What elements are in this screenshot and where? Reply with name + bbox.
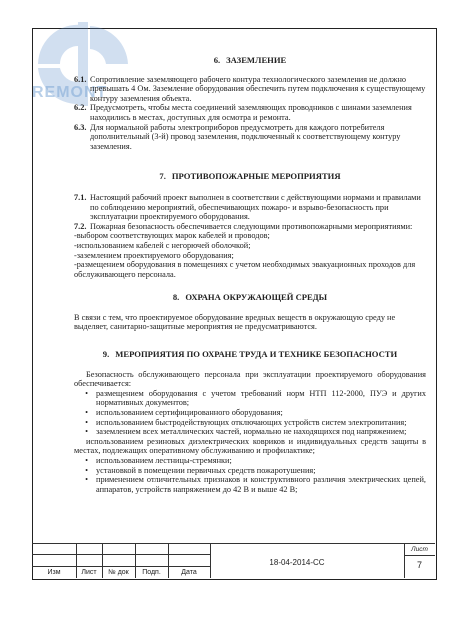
bullet-item bbox=[74, 408, 426, 418]
section-title-text: МЕРОПРИЯТИЯ ПО ОХРАНЕ ТРУДА И ТЕХНИКЕ БЕЗОПАСНОСТИ bbox=[115, 349, 398, 360]
section-title-text: ЗАЗЕМЛЕНИЕ bbox=[226, 55, 287, 65]
title-block bbox=[32, 543, 435, 578]
item-text: Сопротивление заземляющего рабочего контура технологического заземления не должно превышать 4 Ом. Заземление оборудования обеспечить путем подключения к существующему контуру заземления объекта. bbox=[90, 74, 426, 103]
bullet-text: заземлением всех металлических частей, нормально не находящихся под напряжением; bbox=[96, 427, 407, 437]
bullet-icon: • bbox=[85, 475, 88, 485]
stamp-col-label: Подп. bbox=[142, 569, 161, 576]
item-number: 6.2. bbox=[74, 103, 87, 113]
list-line: -выбором соответствующих марок кабелей и проводов; bbox=[74, 231, 270, 241]
stamp-col-label: № док bbox=[108, 569, 129, 576]
stamp-col-label: Лист bbox=[81, 569, 97, 576]
section-intro: Безопасность обслуживающего персонала при эксплуатации проектируемого оборудования обеспечивается: bbox=[74, 369, 426, 389]
bullet-item bbox=[74, 456, 426, 466]
bullet-icon: • bbox=[85, 456, 88, 465]
bullet-icon: • bbox=[85, 388, 88, 398]
list-item bbox=[74, 75, 426, 104]
bullet-text: использованием лестницы-стремянки; bbox=[96, 456, 232, 465]
item-text: Пожарная безопасность обеспечивается следующими противопожарными мероприятиями: bbox=[90, 221, 413, 231]
bullet-item bbox=[74, 427, 426, 437]
item-number: 6.1. bbox=[74, 74, 87, 84]
section-number: 9. bbox=[102, 349, 110, 360]
list-item bbox=[74, 103, 426, 122]
section-number: 8. bbox=[172, 292, 180, 303]
document-code: 18-04-2014-СС bbox=[269, 558, 325, 567]
bullet-text: размещением оборудования с учетом требований норм НТП 112-2000, ПУЭ и других нормативных документов; bbox=[96, 388, 426, 408]
section-9-title bbox=[74, 350, 426, 360]
bullet-icon: • bbox=[85, 417, 88, 427]
stamp-col-label: Изм bbox=[47, 569, 61, 576]
section-8-title bbox=[74, 293, 426, 303]
list-line: -использованием кабелей с негорючей оболочкой; bbox=[74, 240, 251, 250]
section-7-title bbox=[74, 172, 426, 182]
list-line: -размещением оборудования в помещениях с учетом необходимых эвакуационных проходов для обслуживающего персонала. bbox=[74, 260, 416, 279]
bullet-icon: • bbox=[85, 408, 88, 418]
list-item bbox=[74, 222, 426, 232]
stamp-col-label: Дата bbox=[181, 569, 197, 576]
section-paragraph: В связи с тем, что проектируемое оборудование вредных веществ в окружающую среду не выделяет, санитарно-защитные мероприятия не предусматриваются. bbox=[74, 312, 396, 332]
item-text: Для нормальной работы электроприборов предусмотреть для каждого потребителя дополнительный (3-й) провод заземления, подключенный к соответствующему контуру заземления. bbox=[90, 122, 401, 151]
section-number: 7. bbox=[159, 171, 166, 182]
item-number: 6.3. bbox=[74, 122, 87, 132]
bullet-item bbox=[74, 475, 426, 494]
item-number: 7.1. bbox=[74, 192, 87, 202]
section-title-text: ОХРАНА ОКРУЖАЮЩЕЙ СРЕДЫ bbox=[185, 292, 328, 303]
bullet-text: установкой в помещении первичных средств пожаротушения; bbox=[96, 465, 316, 475]
item-text: Настоящий рабочий проект выполнен в соответствии с действующими нормами и правилами по соблюдению мероприятий, обеспечивающих пожаро- и взрыво-безопасность при эксплуатации проектируемого оборудования. bbox=[90, 192, 421, 222]
bullet-text: использованием быстродействующих отключающих устройств систем электропитания; bbox=[96, 417, 407, 427]
bullet-item bbox=[74, 466, 426, 476]
list-item bbox=[74, 193, 426, 222]
bullet-text: использованием сертифицированного оборудования; bbox=[96, 408, 283, 418]
bullet-text: применением отличительных признаков и конструктивного различия электрических цепей, аппаратов, устройств напряжением до 42 В и выше 42 В; bbox=[96, 475, 426, 494]
bullet-icon: • bbox=[85, 465, 88, 475]
item-number: 7.2. bbox=[74, 221, 87, 231]
bullet-item bbox=[74, 418, 426, 428]
sheet-label: Лист bbox=[411, 546, 428, 553]
sheet-number: 7 bbox=[416, 560, 422, 570]
bullet-icon: • bbox=[85, 427, 88, 437]
section-6-title bbox=[74, 56, 426, 66]
section-number: 6. bbox=[213, 55, 221, 65]
continued-paragraph: использованием резиновых диэлектрических ковриков и индивидуальных средств защиты в местах, подлежащих оперативному обслуживанию и профилактике; bbox=[74, 436, 426, 456]
document-body bbox=[74, 56, 426, 494]
section-title-text: ПРОТИВОПОЖАРНЫЕ МЕРОПРИЯТИЯ bbox=[171, 171, 341, 182]
bullet-item bbox=[74, 389, 426, 408]
list-item bbox=[74, 123, 426, 152]
list-line: -заземлением проектируемого оборудования; bbox=[74, 250, 234, 260]
watermark-text: REMONT bbox=[32, 84, 108, 101]
item-text: Предусмотреть, чтобы места соединений заземляющих проводников с шинами заземления находились в местах, доступных для осмотра и ремонта. bbox=[90, 103, 412, 122]
